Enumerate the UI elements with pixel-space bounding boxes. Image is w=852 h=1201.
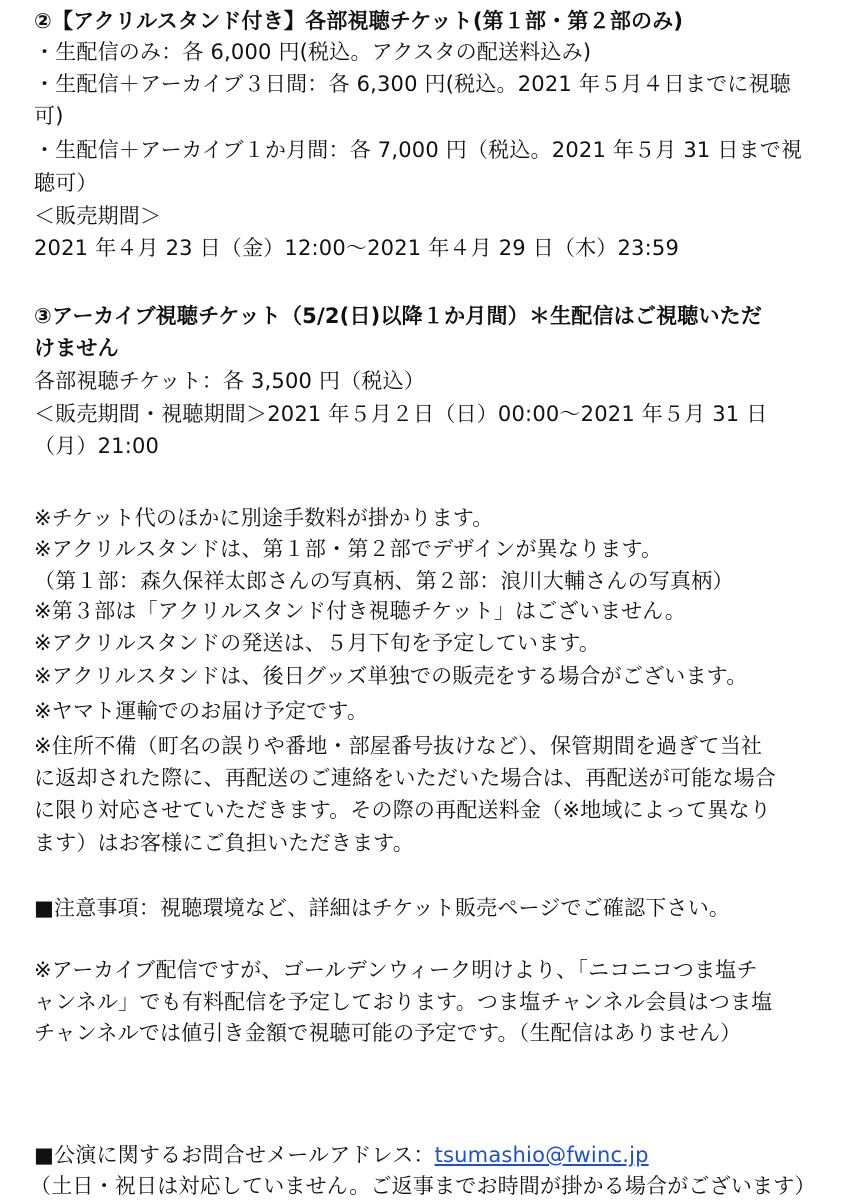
section3-price: 各部視聴チケット：各 3,500 円（税込） <box>34 369 425 393</box>
section3-heading-cont: けません <box>34 336 119 360</box>
section2-item: ・生配信＋アーカイブ３日間：各 6,300 円(税込。2021 年５月４日までに視聴 <box>34 72 791 96</box>
contact-line <box>34 1140 649 1170</box>
contact-note: （土日・祝日は対応していません。ご返事までお時間が掛かる場合がございます） <box>30 1174 816 1198</box>
archive-note-line: チャンネルでは値引き金額で視聴可能の予定です。（生配信はありません） <box>34 1021 742 1045</box>
section3-period: ＜販売期間・視聴期間＞2021 年５月２日（日）00:00～2021 年５月 31 日 <box>34 402 768 426</box>
archive-note-line: ※アーカイブ配信ですが、ゴールデンウィーク明けより、「ニコニコつま塩チ <box>34 958 758 982</box>
note-line: ※アクリルスタンドは、後日グッズ単独での販売をする場合がございます。 <box>34 664 748 688</box>
caution-note: ■注意事項：視聴環境など、詳細はチケット販売ページでご確認下さい。 <box>34 896 731 920</box>
section2-period: 2021 年４月 23 日（金）12:00～2021 年４月 29 日（木）23:59 <box>34 236 680 260</box>
note-line: ※住所不備（町名の誤りや番地・部屋番号抜けなど）、保管期間を過ぎて当社 <box>34 734 763 758</box>
section3-period-cont: （月）21:00 <box>34 434 160 458</box>
note-line: ※第３部は「アクリルスタンド付き視聴チケット」はございません。 <box>34 599 686 623</box>
section2-item: 聴可） <box>34 171 98 195</box>
contact-email-link[interactable]: tsumashio@fwinc.jp <box>434 1143 649 1167</box>
section2-item: 可) <box>34 104 64 128</box>
note-line: ※チケット代のほかに別途手数料が掛かります。 <box>34 506 494 530</box>
section2-period-label: ＜販売期間＞ <box>34 204 162 228</box>
section3-heading: ③アーカイブ視聴チケット（5/2(日)以降１か月間）＊生配信はご視聴いただ <box>34 304 763 328</box>
section2-item: ・生配信のみ：各 6,000 円(税込。アクスタの配送料込み) <box>34 40 592 64</box>
note-line: に返却された際に、再配送のご連絡をいただいた場合は、再配送が可能な場合 <box>34 766 776 790</box>
section2-heading: ②【アクリルスタンド付き】各部視聴チケット(第１部・第２部のみ) <box>34 9 684 33</box>
contact-label: ■公演に関するお問合せメールアドレス： <box>34 1143 435 1167</box>
note-line: ※ヤマト運輸でのお届け予定です。 <box>34 699 369 723</box>
note-line: ます）はお客様にご負担いただきます。 <box>34 831 414 855</box>
archive-note-line: ャンネル」でも有料配信を予定しております。つま塩チャンネル会員はつま塩 <box>34 990 773 1014</box>
note-line: に限り対応させていただきます。その際の再配送料金（※地域によって異なり <box>34 798 771 822</box>
note-line: （第１部：森久保祥太郎さんの写真柄、第２部：浪川大輔さんの写真柄） <box>34 569 734 593</box>
note-line: ※アクリルスタンドの発送は、５月下旬を予定しています。 <box>34 631 601 655</box>
note-line: ※アクリルスタンドは、第１部・第２部でデザインが異なります。 <box>34 537 663 561</box>
section2-item: ・生配信＋アーカイブ１か月間：各 7,000 円（税込。2021 年５月 31 日まで視 <box>34 138 803 162</box>
